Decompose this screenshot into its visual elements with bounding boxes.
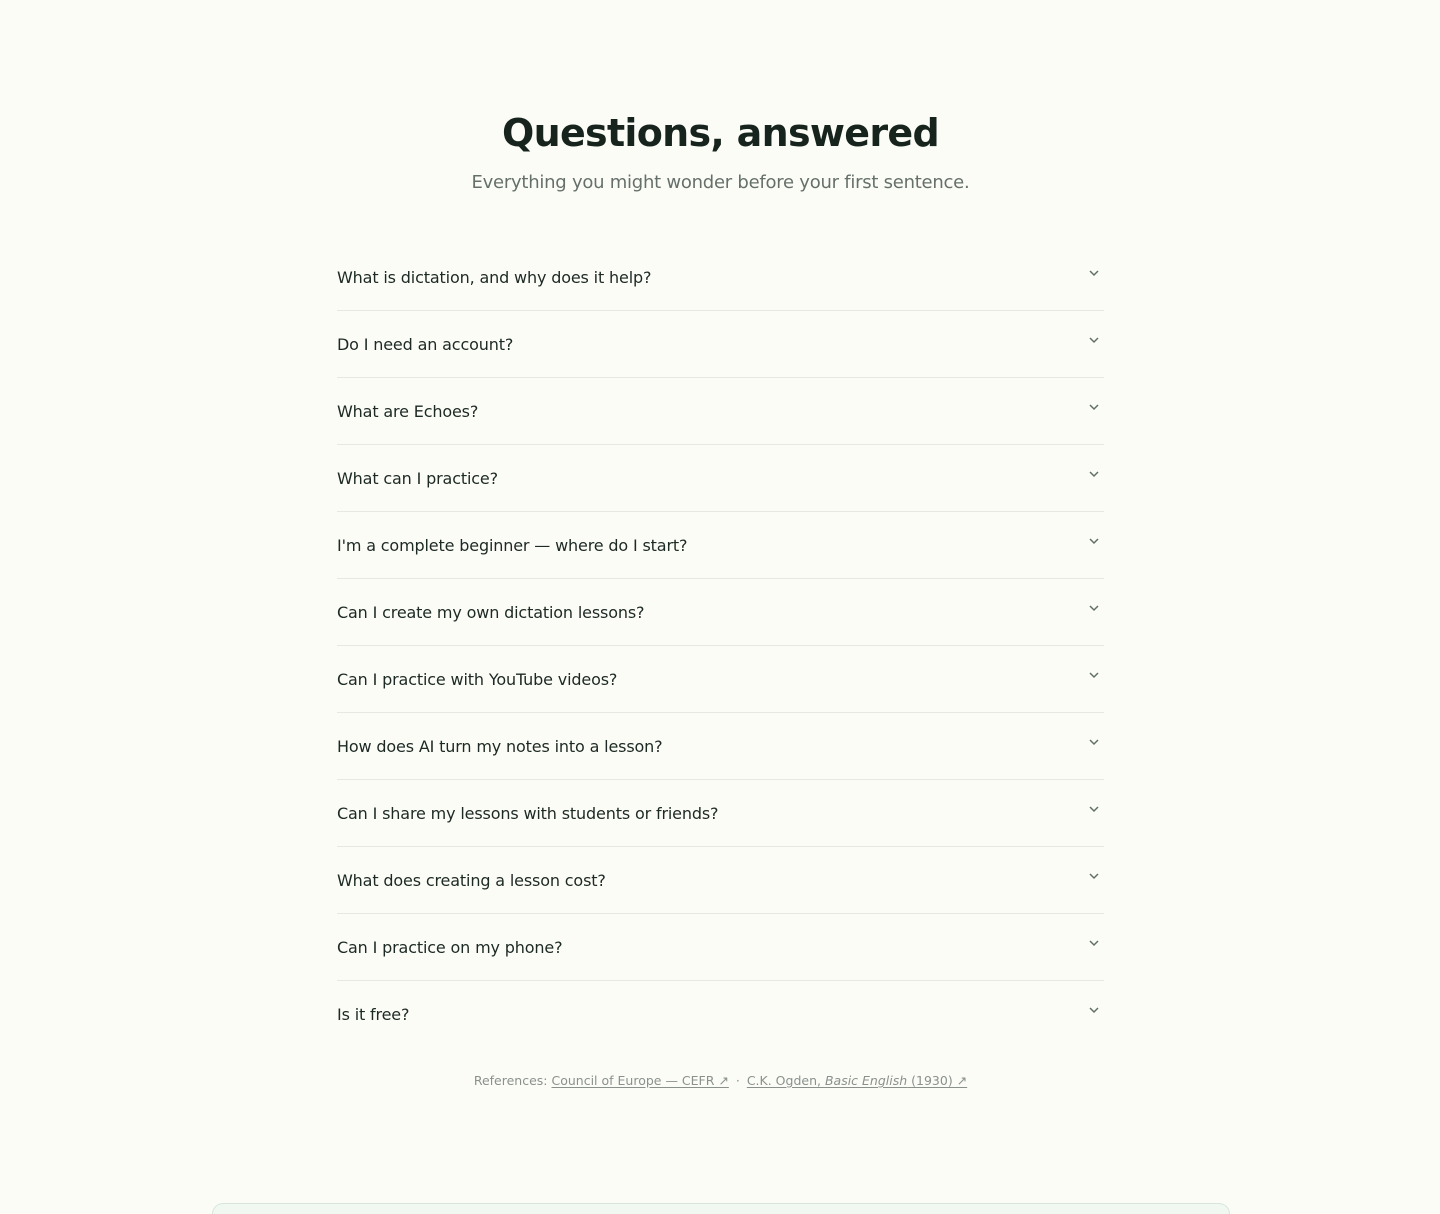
faq-question: Can I share my lessons with students or friends?: [337, 804, 719, 823]
faq-subtitle: Everything you might wonder before your first sentence.: [471, 172, 970, 193]
chevron-down-icon: [1088, 938, 1100, 948]
reference-link-suffix: (1930) ↗: [907, 1073, 968, 1088]
faq-question: Can I create my own dictation lessons?: [337, 603, 645, 622]
faq-item[interactable]: [337, 512, 1104, 579]
faq-item[interactable]: [337, 981, 1104, 1047]
faq-list: [337, 244, 1104, 1047]
chevron-down-icon: [1088, 1005, 1100, 1015]
faq-question: Can I practice on my phone?: [337, 938, 563, 957]
faq-question: Do I need an account?: [337, 335, 514, 354]
faq-item[interactable]: [337, 378, 1104, 445]
chevron-down-icon: [1088, 804, 1100, 814]
faq-question: What does creating a lesson cost?: [337, 871, 606, 890]
chevron-down-icon: [1088, 670, 1100, 680]
faq-question: What can I practice?: [337, 469, 498, 488]
faq-item[interactable]: [337, 646, 1104, 713]
faq-item[interactable]: [337, 579, 1104, 646]
references: [337, 1071, 1104, 1091]
chevron-down-icon: [1088, 603, 1100, 613]
faq-question: Can I practice with YouTube videos?: [337, 670, 618, 689]
chevron-down-icon: [1088, 402, 1100, 412]
faq-question: Is it free?: [337, 1005, 410, 1024]
faq-item[interactable]: [337, 914, 1104, 981]
reference-link-basic-english[interactable]: [747, 1073, 967, 1088]
references-label: References:: [473, 1073, 548, 1088]
chevron-down-icon: [1088, 871, 1100, 881]
faq-question: I'm a complete beginner — where do I start?: [337, 536, 688, 555]
faq-item[interactable]: [337, 445, 1104, 512]
chevron-down-icon: [1088, 335, 1100, 345]
faq-item[interactable]: [337, 847, 1104, 914]
reference-separator: ·: [735, 1073, 740, 1088]
faq-question: What is dictation, and why does it help?: [337, 268, 652, 287]
chevron-down-icon: [1088, 469, 1100, 479]
reference-link-prefix: C.K. Ogden,: [746, 1073, 825, 1088]
reference-link-cefr[interactable]: Council of Europe — CEFR ↗: [551, 1073, 729, 1088]
chevron-down-icon: [1088, 268, 1100, 278]
faq-question: How does AI turn my notes into a lesson?: [337, 737, 663, 756]
chevron-down-icon: [1088, 737, 1100, 747]
faq-question: What are Echoes?: [337, 402, 479, 421]
faq-title: Questions, answered: [502, 111, 939, 155]
faq-item[interactable]: [337, 713, 1104, 780]
reference-link-title: Basic English: [824, 1073, 908, 1088]
faq-item[interactable]: [337, 311, 1104, 378]
faq-item[interactable]: [337, 780, 1104, 847]
chevron-down-icon: [1088, 536, 1100, 546]
next-section-card: [212, 1203, 1230, 1214]
faq-item[interactable]: [337, 244, 1104, 311]
